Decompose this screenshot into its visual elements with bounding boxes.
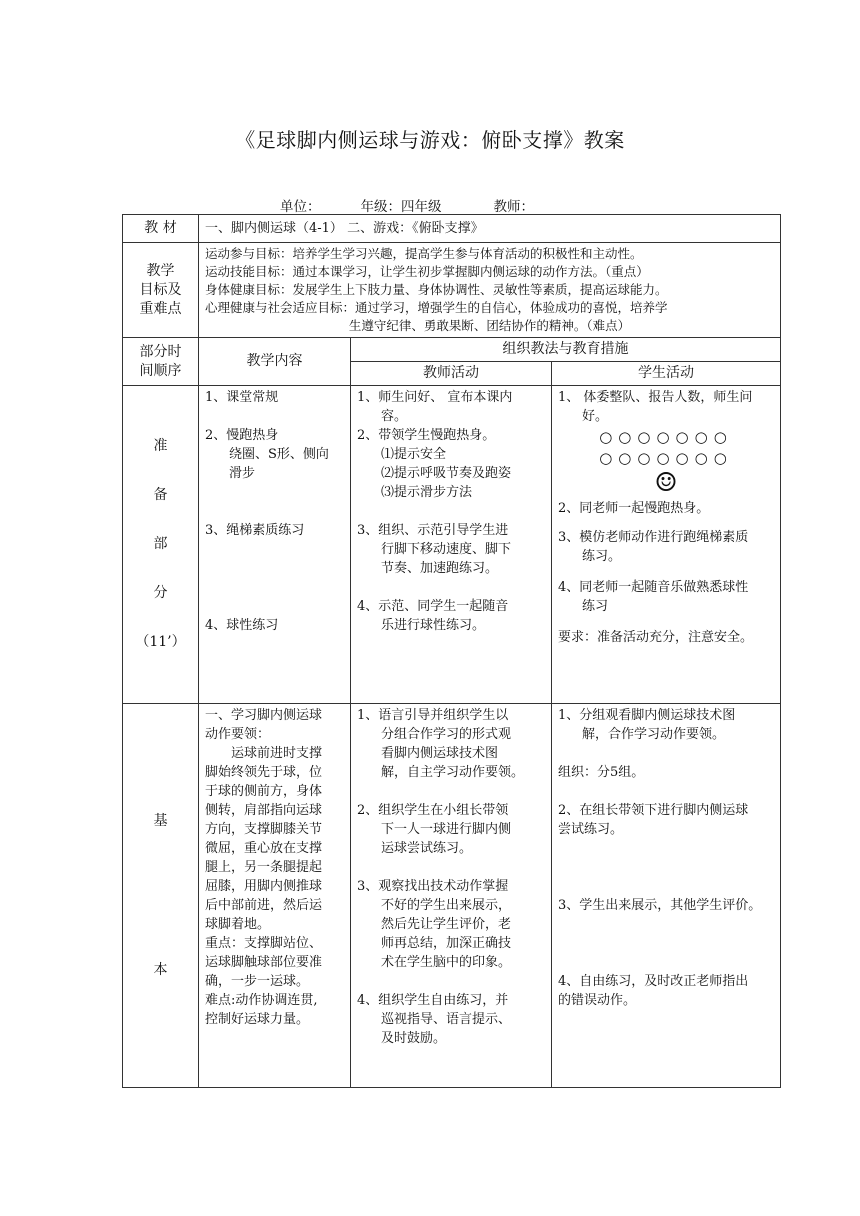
page-title: 《足球脚内侧运球与游戏：俯卧支撑》教案 xyxy=(235,128,625,152)
goals-row xyxy=(123,243,781,338)
basic-teacher-line: 看脚内侧运球技术图 xyxy=(381,746,499,761)
basic-teacher-line: 然后先让学生评价，老 xyxy=(381,917,512,932)
basic-content-line: 确，一步一运球。 xyxy=(205,974,310,989)
prep-student-item: 1、 体委整队、报告人数，师生问 xyxy=(558,390,753,405)
goal-item: 生遵守纪律、勇敢果断、团结协作的精神。（难点） xyxy=(348,318,631,333)
basic-content-line: 侧转，肩部指向运球 xyxy=(205,803,323,818)
formation-circles-row: ○○○○○○○ xyxy=(599,428,733,446)
info-grade: 年级：四年级 xyxy=(360,199,442,215)
basic-teacher-line: 解，自主学习动作要领。 xyxy=(381,765,525,780)
basic-teacher-line: 3、观察找出技术动作掌握 xyxy=(357,879,509,894)
basic-teacher-line: 下一人一球进行脚内侧 xyxy=(381,822,512,837)
header-row xyxy=(123,338,781,362)
basic-label-char: 本 xyxy=(153,961,168,978)
basic-student-line: 解，合作学习动作要领。 xyxy=(582,727,726,742)
material-label: 教 材 xyxy=(123,215,199,243)
goals-text xyxy=(199,243,781,338)
prep-label-char: 准 xyxy=(153,438,168,454)
prep-teacher-item: 节奏、加速跑练习。 xyxy=(381,561,499,576)
basic-teacher-line: 运球尝试练习。 xyxy=(381,841,473,856)
prep-student-item: 3、模仿老师动作进行跑绳梯素质 xyxy=(558,530,749,545)
goals-label-line: 目标及 xyxy=(139,281,182,298)
basic-teacher-line: 及时鼓励。 xyxy=(381,1031,447,1046)
basic-content-line: 控制好运球力量。 xyxy=(205,1012,310,1027)
basic-content-line: 运球脚触球部位要准 xyxy=(205,955,323,970)
basic-label-char: 基 xyxy=(153,812,168,829)
basic-content-line: 方向，支撑脚膝关节 xyxy=(205,822,323,837)
prep-student-item: 4、同老师一起随音乐做熟悉球性 xyxy=(558,580,749,595)
part-label-line: 间顺序 xyxy=(139,362,182,379)
prep-teacher-item: 2、带领学生慢跑热身。 xyxy=(357,428,496,443)
prep-content-item: 4、球性练习 xyxy=(205,618,279,633)
goal-item: 运动技能目标：通过本课学习，让学生初步掌握脚内侧运球的动作方法。（重点） xyxy=(205,264,649,279)
basic-student-line: 组织：分5组。 xyxy=(558,765,645,780)
goal-item: 运动参与目标：培养学生学习兴趣，提高学生参与体育活动的积极性和主动性。 xyxy=(205,246,643,261)
prep-content-item: 滑步 xyxy=(229,466,256,481)
basic-content-line: 脚始终领先于球，位 xyxy=(205,765,323,780)
prep-requirement: 要求：准备活动充分，注意安全。 xyxy=(558,630,754,645)
basic-student-line: 4、自由练习，及时改正老师指出 xyxy=(558,974,749,989)
basic-teacher-line: 1、语言引导并组织学生以 xyxy=(357,708,509,723)
goal-item: 心理健康与社会适应目标：通过学习，增强学生的自信心，体验成功的喜悦，培养学 xyxy=(205,300,668,315)
prep-content xyxy=(199,386,351,704)
basic-content-line: 一、学习脚内侧运球 xyxy=(205,708,323,723)
basic-teacher-line: 4、组织学生自由练习，并 xyxy=(357,993,509,1008)
basic-content-line: 腿上，另一条腿提起 xyxy=(205,860,323,875)
prep-label-char: （11’） xyxy=(135,634,186,650)
prep-student-item: 练习。 xyxy=(582,549,622,564)
basic-teacher-line: 分组合作学习的形式观 xyxy=(381,727,512,742)
goals-label-line: 教学 xyxy=(146,262,175,279)
goals-label xyxy=(123,243,199,338)
org-label: 组织教法与教育措施 xyxy=(351,338,781,362)
basic-student-line: 尝试练习。 xyxy=(558,822,624,837)
basic-content-line: 后中部前进，然后运 xyxy=(205,898,323,913)
basic-teacher-line: 2、组织学生在小组长带领 xyxy=(357,803,509,818)
basic-content-line: 难点:动作协调连贯, xyxy=(205,993,318,1008)
goals-label-line: 重难点 xyxy=(139,300,182,317)
basic-student-line: 3、学生出来展示，其他学生评价。 xyxy=(558,898,762,913)
basic-row xyxy=(123,704,781,1088)
basic-student xyxy=(552,704,781,1088)
prep-label-char: 分 xyxy=(153,585,168,601)
prep-label xyxy=(123,386,199,704)
prep-teacher-item: 行脚下移动速度、脚下 xyxy=(381,542,512,557)
prep-teacher xyxy=(351,386,552,704)
basic-content-line: 微屈，重心放在支撑 xyxy=(205,841,323,856)
basic-content-line: 运球前进时支撑 xyxy=(205,746,323,761)
material-text: 一、脚内侧运球（4-1） 二、游戏：《俯卧支撑》 xyxy=(199,215,781,243)
prep-teacher-item: 容。 xyxy=(381,409,408,424)
prep-teacher-item: 3、组织、示范引导学生进 xyxy=(357,523,509,538)
basic-label xyxy=(123,704,199,1088)
basic-teacher-line: 巡视指导、语言提示、 xyxy=(381,1012,512,1027)
prep-student-item: 练习 xyxy=(582,599,609,614)
basic-content-line: 屈膝，用脚内侧推球 xyxy=(205,879,323,894)
goal-item: 身体健康目标：发展学生上下肢力量、身体协调性、灵敏性等素质，提高运球能力。 xyxy=(205,282,668,297)
basic-content-line: 球脚着地。 xyxy=(205,917,271,932)
teacher-label: 教师活动 xyxy=(351,362,552,386)
material-row xyxy=(123,215,781,243)
prep-content-item: 绕圈、S形、侧向 xyxy=(229,447,329,462)
basic-student-line: 的错误动作。 xyxy=(558,993,637,1008)
prep-teacher-item: ⑴提示安全 xyxy=(381,447,447,462)
formation-circles-row: ○○○○○○○ xyxy=(599,449,733,467)
prep-row xyxy=(123,386,781,704)
content-label: 教学内容 xyxy=(199,338,351,386)
basic-teacher-line: 不好的学生出来展示， xyxy=(381,898,512,913)
lesson-plan-table xyxy=(122,214,781,1088)
info-unit: 单位： xyxy=(280,199,321,215)
prep-content-item: 1、课堂常规 xyxy=(205,390,279,405)
basic-teacher xyxy=(351,704,552,1088)
prep-content-item: 3、绳梯素质练习 xyxy=(205,523,305,538)
prep-teacher-item: 4、示范、同学生一起随音 xyxy=(357,599,509,614)
prep-label-char: 部 xyxy=(153,536,168,552)
basic-teacher-line: 师再总结，加深正确技 xyxy=(381,936,512,951)
prep-student xyxy=(552,386,781,704)
student-label: 学生活动 xyxy=(552,362,781,386)
prep-student-item: 2、同老师一起慢跑热身。 xyxy=(558,501,710,516)
info-teacher: 教师： xyxy=(493,199,534,215)
basic-content xyxy=(199,704,351,1088)
prep-label-char: 备 xyxy=(153,487,168,503)
part-label xyxy=(123,338,199,386)
prep-student-item: 好。 xyxy=(582,409,609,424)
basic-content-line: 重点：支撑脚站位、 xyxy=(205,936,323,951)
basic-content-line: 动作要领： xyxy=(205,727,271,742)
prep-teacher-item: 1、师生问好、 宣布本课内 xyxy=(357,390,513,405)
basic-content-line: 于球的侧前方，身体 xyxy=(205,784,323,799)
basic-student-line: 1、分组观看脚内侧运球技术图 xyxy=(558,708,736,723)
prep-teacher-item: ⑶提示滑步方法 xyxy=(381,485,473,500)
prep-teacher-item: 乐进行球性练习。 xyxy=(381,618,486,633)
prep-content-item: 2、慢跑热身 xyxy=(205,428,279,443)
basic-student-line: 2、在组长带领下进行脚内侧运球 xyxy=(558,803,749,818)
info-line xyxy=(280,195,534,215)
teacher-smiley-icon: ☺ xyxy=(654,468,678,498)
part-label-line: 部分时 xyxy=(139,343,182,360)
prep-teacher-item: ⑵提示呼吸节奏及跑姿 xyxy=(381,466,512,481)
basic-teacher-line: 术在学生脑中的印象。 xyxy=(381,955,512,970)
